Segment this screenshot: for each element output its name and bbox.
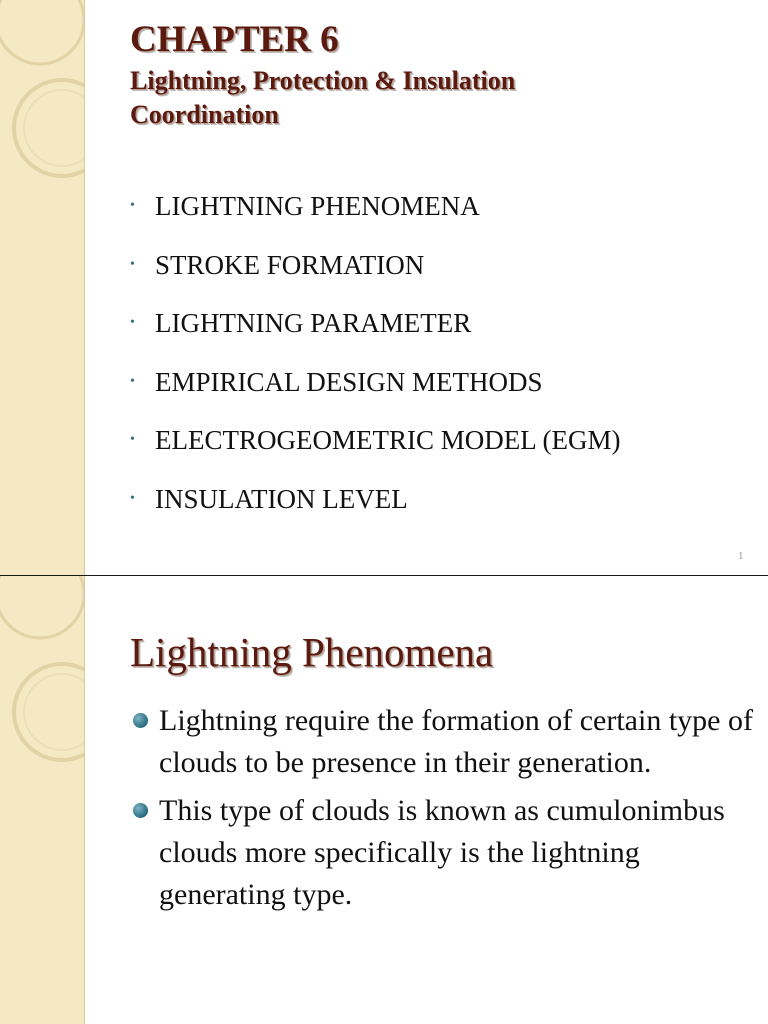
bullet-icon: •	[130, 256, 135, 272]
slide-number: 1	[738, 550, 744, 562]
section-title: Lightning Phenomena	[130, 629, 494, 675]
list-item: Lightning require the formation of certain type of clouds to be presence in their generation.	[130, 700, 755, 784]
paragraph-list	[130, 700, 755, 922]
topic-list	[130, 186, 620, 537]
bullet-icon: •	[130, 490, 135, 506]
chapter-subtitle: Lightning, Protection & Insulation Coordination	[130, 66, 516, 129]
decorative-rings-icon	[0, 0, 84, 576]
decorative-side-strip	[0, 576, 85, 1024]
decorative-rings-icon	[0, 576, 84, 1024]
decorative-side-strip	[0, 0, 85, 576]
list-item: • EMPIRICAL DESIGN METHODS	[130, 362, 620, 421]
bullet-icon: •	[130, 315, 135, 330]
list-item: • STROKE FORMATION	[130, 245, 620, 304]
list-item: • LIGHTNING PHENOMENA	[130, 186, 620, 245]
bullet-dot-icon	[133, 713, 148, 728]
list-item: • LIGHTNING PARAMETER	[130, 303, 620, 362]
list-item: • INSULATION LEVEL	[130, 479, 620, 538]
list-item: This type of clouds is known as cumulonimbus clouds more specifically is the lightning generating type.	[130, 790, 755, 916]
bullet-dot-icon	[133, 803, 148, 818]
chapter-heading: CHAPTER 6	[130, 19, 339, 60]
bullet-icon: •	[130, 373, 135, 389]
list-item: • ELECTROGEOMETRIC MODEL (EGM)	[130, 420, 620, 479]
bullet-icon: •	[130, 432, 135, 447]
bullet-icon: •	[130, 198, 135, 213]
slide-lightning-phenomena	[0, 576, 768, 1024]
